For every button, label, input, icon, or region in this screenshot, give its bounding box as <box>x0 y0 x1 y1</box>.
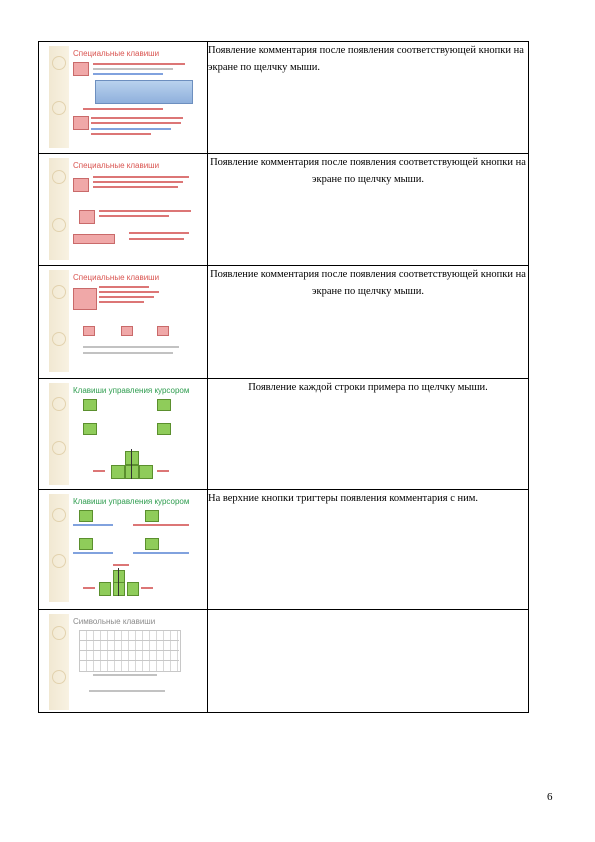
table-row <box>39 490 529 610</box>
content-table <box>38 41 529 713</box>
comment-cell: На верхние кнопки тригтеры появления комментария с ним. <box>208 490 529 610</box>
slide-thumbnail <box>49 270 197 372</box>
page-number: 6 <box>547 791 553 803</box>
slide-thumbnail-cell <box>39 610 208 713</box>
slide-thumbnail-cell <box>39 379 208 490</box>
slide-thumbnail-cell <box>39 154 208 266</box>
comment-cell: Появление каждой строки примера по щелчку мыши. <box>208 379 529 490</box>
slide-thumbnail-cell <box>39 490 208 610</box>
comment-cell: Появление комментария после появления соответствующей кнопки на экране по щелчку мыши. <box>208 154 529 266</box>
table-row <box>39 610 529 713</box>
slide-title: Специальные клавиши <box>73 49 160 58</box>
table-row <box>39 379 529 490</box>
comment-cell: Появление комментария после появления соответствующей кнопки на экране по щелчку мыши. <box>208 266 529 379</box>
slide-thumbnail-cell <box>39 42 208 154</box>
slide-thumbnail-cell <box>39 266 208 379</box>
slide-thumbnail <box>49 614 197 710</box>
table-row <box>39 266 529 379</box>
slide-thumbnail <box>49 158 197 260</box>
slide-thumbnail <box>49 46 197 148</box>
comment-cell: Появление комментария после появления соответствующей кнопки на экране по щелчку мыши. <box>208 42 529 154</box>
slide-title: Клавиши управления курсором <box>73 386 190 395</box>
slide-thumbnail <box>49 494 197 602</box>
slide-title: Специальные клавиши <box>73 161 160 170</box>
comment-cell <box>208 610 529 713</box>
table-row <box>39 154 529 266</box>
slide-title: Клавиши управления курсором <box>73 497 190 506</box>
table-row <box>39 42 529 154</box>
slide-title: Символьные клавиши <box>73 617 156 626</box>
slide-thumbnail <box>49 383 197 485</box>
slide-title: Специальные клавиши <box>73 273 160 282</box>
